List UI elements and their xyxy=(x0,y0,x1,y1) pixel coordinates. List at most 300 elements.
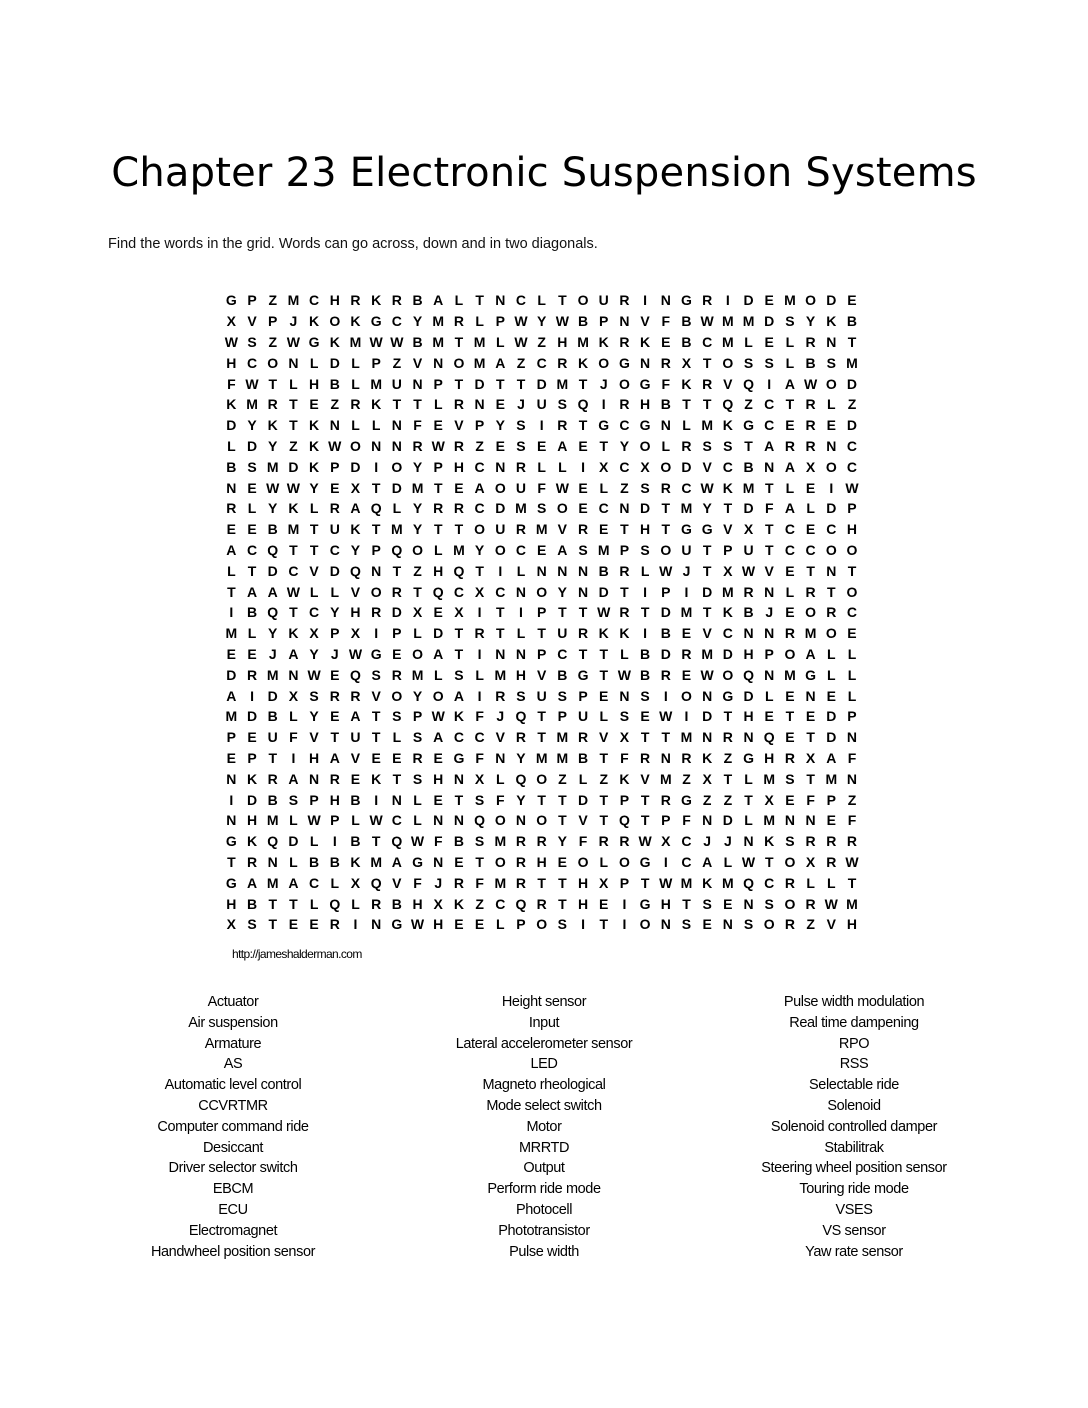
grid-letter: A xyxy=(391,853,402,870)
grid-letter: M xyxy=(701,645,713,662)
grid-letter: B xyxy=(743,458,754,475)
grid-letter: E xyxy=(578,437,588,454)
grid-letter: N xyxy=(764,625,775,642)
grid-letter: S xyxy=(702,895,712,912)
grid-letter: L xyxy=(578,770,588,787)
grid-letter: N xyxy=(805,812,816,829)
grid-letter: M xyxy=(722,583,734,600)
grid-letter: P xyxy=(661,812,671,829)
grid-letter: E xyxy=(247,729,257,746)
grid-letter: T xyxy=(268,375,277,392)
grid-letter: L xyxy=(351,812,360,829)
grid-letter: E xyxy=(454,853,464,870)
grid-letter: S xyxy=(640,541,650,558)
grid-letter: D xyxy=(495,500,506,517)
grid-letter: L xyxy=(516,625,526,642)
grid-letter: D xyxy=(226,666,237,683)
grid-letter: R xyxy=(329,687,340,704)
grid-letter: L xyxy=(433,541,443,558)
grid-row xyxy=(221,831,862,852)
grid-letter: T xyxy=(392,770,402,787)
grid-letter: I xyxy=(684,583,689,600)
grid-letter: R xyxy=(619,333,630,350)
grid-letter: E xyxy=(536,437,547,454)
word-list-item: Stabilitrak xyxy=(824,1139,884,1156)
grid-letter: X xyxy=(764,791,774,808)
grid-letter: T xyxy=(371,833,381,850)
grid-letter: C xyxy=(846,604,858,621)
grid-letter: E xyxy=(805,479,816,496)
grid-letter: K xyxy=(329,333,340,350)
grid-letter: P xyxy=(392,625,402,642)
grid-letter: F xyxy=(433,833,443,850)
grid-letter: U xyxy=(267,729,278,746)
grid-letter: L xyxy=(827,874,836,891)
grid-letter: S xyxy=(474,833,485,850)
grid-letter: C xyxy=(598,500,609,517)
grid-letter: Z xyxy=(702,791,712,808)
grid-letter: P xyxy=(268,313,278,330)
grid-letter: R xyxy=(846,833,858,850)
grid-letter: V xyxy=(309,562,319,579)
grid-letter: T xyxy=(558,812,567,829)
grid-letter: J xyxy=(289,313,298,330)
grid-letter: T xyxy=(392,396,402,413)
grid-letter: R xyxy=(577,729,589,746)
grid-letter: P xyxy=(371,541,381,558)
grid-letter: W xyxy=(638,833,652,850)
word-list-item: Pulse width modulation xyxy=(783,994,925,1010)
grid-letter: L xyxy=(247,625,257,642)
grid-letter: B xyxy=(660,625,671,642)
grid-letter: O xyxy=(846,541,858,558)
grid-letter: W xyxy=(369,333,383,350)
grid-letter: N xyxy=(660,292,671,309)
grid-letter: T xyxy=(847,333,857,350)
grid-letter: I xyxy=(477,687,482,704)
grid-letter: T xyxy=(268,749,277,766)
grid-letter: I xyxy=(684,708,689,725)
grid-letter: T xyxy=(785,396,795,413)
grid-row xyxy=(221,727,862,748)
grid-row xyxy=(221,768,862,789)
grid-letter: V xyxy=(371,687,381,704)
grid-letter: L xyxy=(620,645,629,662)
grid-letter: S xyxy=(392,708,402,725)
grid-letter: T xyxy=(454,521,464,538)
grid-letter: T xyxy=(847,874,857,891)
grid-letter: O xyxy=(825,375,837,392)
grid-letter: E xyxy=(764,292,774,309)
grid-letter: B xyxy=(681,313,692,330)
grid-letter: R xyxy=(226,500,237,517)
grid-letter: R xyxy=(619,292,630,309)
grid-letter: J xyxy=(599,375,608,392)
grid-letter: R xyxy=(495,687,506,704)
grid-letter: P xyxy=(330,625,340,642)
grid-letter: K xyxy=(681,375,692,392)
grid-letter: Q xyxy=(743,666,754,683)
word-list-item: Solenoid controlled damper xyxy=(770,1118,938,1135)
grid-letter: M xyxy=(370,375,382,392)
grid-letter: C xyxy=(557,645,568,662)
grid-letter: S xyxy=(371,666,381,683)
grid-letter: M xyxy=(742,313,755,330)
grid-letter: R xyxy=(805,437,816,454)
grid-letter: T xyxy=(371,708,381,725)
grid-letter: B xyxy=(412,292,423,309)
grid-letter: M xyxy=(494,874,507,891)
grid-letter: C xyxy=(784,541,795,558)
grid-letter: N xyxy=(702,729,713,746)
grid-letter: H xyxy=(350,604,361,621)
grid-letter: R xyxy=(805,417,816,434)
grid-letter: D xyxy=(681,458,692,475)
word-list-item: Pulse width xyxy=(509,1243,579,1260)
word-list-item: VS sensor xyxy=(822,1222,886,1239)
grid-letter: O xyxy=(784,895,796,912)
word-list-item: Selectable ride xyxy=(809,1077,899,1094)
grid-letter: M xyxy=(411,666,424,683)
grid-letter: J xyxy=(268,645,277,662)
grid-letter: V xyxy=(599,729,609,746)
grid-letter: C xyxy=(391,812,402,829)
grid-letter: J xyxy=(682,562,691,579)
grid-letter: B xyxy=(640,645,651,662)
grid-letter: I xyxy=(725,292,730,309)
grid-letter: S xyxy=(516,437,526,454)
grid-letter: O xyxy=(494,853,506,870)
grid-letter: A xyxy=(267,583,278,600)
grid-letter: S xyxy=(454,666,464,683)
grid-letter: W xyxy=(700,313,714,330)
grid-letter: W xyxy=(617,666,632,683)
grid-letter: Q xyxy=(763,729,775,746)
grid-letter: M xyxy=(722,313,734,330)
grid-letter: G xyxy=(743,749,754,766)
grid-letter: D xyxy=(267,562,278,579)
grid-letter: L xyxy=(351,417,360,434)
grid-letter: H xyxy=(577,874,589,891)
word-list-item: Computer command ride xyxy=(157,1118,309,1135)
grid-letter: T xyxy=(289,417,298,434)
grid-letter: N xyxy=(226,770,237,787)
grid-row xyxy=(221,436,862,457)
grid-letter: Y xyxy=(557,583,568,600)
grid-letter: T xyxy=(620,521,629,538)
grid-letter: L xyxy=(723,853,733,870)
grid-letter: H xyxy=(433,916,444,933)
grid-letter: W xyxy=(410,916,425,933)
grid-letter: R xyxy=(350,292,361,309)
grid-letter: E xyxy=(785,417,795,434)
grid-letter: T xyxy=(599,437,608,454)
grid-letter: X xyxy=(350,625,361,642)
grid-letter: F xyxy=(496,791,505,808)
grid-letter: G xyxy=(639,853,651,870)
grid-letter: G xyxy=(743,417,754,434)
grid-letter: E xyxy=(764,333,774,350)
grid-letter: S xyxy=(578,541,588,558)
grid-letter: C xyxy=(805,541,816,558)
grid-letter: U xyxy=(743,541,754,558)
grid-letter: L xyxy=(247,500,257,517)
grid-letter: E xyxy=(805,708,816,725)
grid-letter: R xyxy=(391,583,402,600)
grid-letter: S xyxy=(557,687,568,704)
grid-letter: D xyxy=(267,687,278,704)
grid-letter: H xyxy=(226,354,237,371)
grid-letter: C xyxy=(515,292,527,309)
grid-letter: N xyxy=(309,770,320,787)
grid-letter: U xyxy=(495,521,506,538)
grid-letter: T xyxy=(309,541,319,558)
grid-letter: L xyxy=(475,666,484,683)
grid-letter: L xyxy=(640,562,650,579)
grid-letter: P xyxy=(226,729,237,746)
word-list-item: Perform ride mode xyxy=(487,1181,601,1198)
grid-letter: G xyxy=(618,354,630,371)
grid-letter: B xyxy=(246,895,258,912)
grid-letter: M xyxy=(453,541,465,558)
grid-letter: T xyxy=(744,791,753,808)
grid-letter: L xyxy=(764,687,774,704)
grid-letter: O xyxy=(350,437,361,454)
grid-letter: F xyxy=(227,375,236,392)
grid-letter: P xyxy=(661,583,671,600)
grid-letter: E xyxy=(392,749,402,766)
grid-letter: C xyxy=(619,417,630,434)
grid-letter: W xyxy=(824,895,838,912)
grid-row xyxy=(221,893,862,914)
grid-letter: R xyxy=(433,500,444,517)
grid-letter: M xyxy=(349,333,362,350)
grid-letter: R xyxy=(267,770,278,787)
grid-letter: T xyxy=(640,604,650,621)
grid-letter: E xyxy=(247,479,257,496)
grid-letter: T xyxy=(702,354,712,371)
grid-letter: M xyxy=(225,708,238,725)
grid-letter: K xyxy=(577,354,589,371)
grid-letter: O xyxy=(494,812,506,829)
grid-letter: N xyxy=(453,770,464,787)
grid-letter: N xyxy=(495,458,506,475)
grid-letter: R xyxy=(826,604,837,621)
grid-letter: H xyxy=(536,853,547,870)
grid-letter: B xyxy=(350,833,361,850)
grid-letter: W xyxy=(659,874,673,891)
grid-row xyxy=(221,602,862,623)
grid-letter: I xyxy=(519,604,523,621)
grid-letter: Q xyxy=(474,812,486,829)
grid-letter: S xyxy=(785,313,795,330)
grid-letter: H xyxy=(309,375,320,392)
grid-letter: X xyxy=(309,625,319,642)
grid-letter: W xyxy=(659,708,673,725)
grid-letter: C xyxy=(309,874,320,891)
grid-letter: P xyxy=(433,375,443,392)
grid-letter: Z xyxy=(620,479,629,496)
grid-letter: L xyxy=(413,625,422,642)
grid-letter: E xyxy=(826,687,836,704)
grid-letter: W xyxy=(348,645,363,662)
grid-letter: K xyxy=(350,521,361,538)
grid-letter: B xyxy=(743,604,754,621)
instructions: Find the words in the grid. Words can go across, down and in two diagonals. xyxy=(108,236,598,252)
grid-letter: C xyxy=(309,292,320,309)
grid-letter: O xyxy=(432,687,444,704)
grid-letter: T xyxy=(289,895,298,912)
grid-letter: M xyxy=(722,874,734,891)
grid-letter: H xyxy=(660,895,671,912)
grid-letter: Q xyxy=(267,541,279,558)
grid-letter: N xyxy=(577,562,589,579)
grid-letter: H xyxy=(846,521,858,538)
grid-letter: P xyxy=(433,458,443,475)
grid-letter: N xyxy=(784,812,795,829)
grid-letter: I xyxy=(332,833,337,850)
grid-letter: R xyxy=(702,375,713,392)
grid-letter: K xyxy=(350,853,361,870)
grid-letter: I xyxy=(767,375,772,392)
grid-letter: R xyxy=(784,625,795,642)
grid-letter: P xyxy=(619,791,630,808)
grid-letter: L xyxy=(309,354,319,371)
grid-letter: R xyxy=(784,749,795,766)
source-url: http://jameshalderman.com xyxy=(232,947,362,961)
grid-letter: X xyxy=(454,604,464,621)
grid-letter: N xyxy=(743,625,754,642)
grid-letter: T xyxy=(413,396,422,413)
grid-letter: E xyxy=(454,479,464,496)
grid-letter: L xyxy=(413,791,422,808)
grid-letter: N xyxy=(267,853,278,870)
grid-letter: L xyxy=(785,354,795,371)
grid-letter: M xyxy=(825,770,838,787)
grid-letter: M xyxy=(266,458,279,475)
grid-letter: L xyxy=(454,292,464,309)
grid-letter: H xyxy=(577,895,589,912)
grid-letter: C xyxy=(453,583,464,600)
word-list-item: EBCM xyxy=(212,1181,254,1198)
grid-letter: T xyxy=(764,853,774,870)
grid-letter: Y xyxy=(412,687,423,704)
grid-letter: T xyxy=(640,874,650,891)
grid-letter: E xyxy=(826,417,836,434)
grid-letter: W xyxy=(803,375,818,392)
grid-letter: B xyxy=(681,333,692,350)
grid-row xyxy=(221,914,862,935)
grid-letter: M xyxy=(556,375,569,392)
grid-letter: Z xyxy=(537,333,546,350)
grid-letter: R xyxy=(805,333,816,350)
grid-letter: L xyxy=(682,417,691,434)
grid-letter: Y xyxy=(516,749,526,766)
grid-letter: E xyxy=(557,853,568,870)
grid-letter: O xyxy=(598,354,610,371)
grid-letter: G xyxy=(391,916,403,933)
grid-letter: L xyxy=(744,770,753,787)
grid-letter: L xyxy=(289,812,298,829)
grid-letter: P xyxy=(619,541,630,558)
grid-letter: O xyxy=(639,437,651,454)
grid-letter: D xyxy=(288,833,299,850)
grid-letter: T xyxy=(330,729,340,746)
grid-letter: E xyxy=(247,521,257,538)
grid-letter: Z xyxy=(475,437,484,454)
grid-letter: N xyxy=(515,812,527,829)
grid-letter: O xyxy=(784,645,796,662)
grid-letter: P xyxy=(495,313,505,330)
grid-letter: I xyxy=(250,687,254,704)
grid-letter: N xyxy=(619,687,630,704)
grid-letter: B xyxy=(577,749,589,766)
grid-letter: M xyxy=(287,292,300,309)
grid-letter: O xyxy=(577,853,589,870)
grid-letter: N xyxy=(619,313,630,330)
grid-letter: O xyxy=(805,604,817,621)
grid-letter: Y xyxy=(557,833,568,850)
grid-letter: W xyxy=(700,666,714,683)
grid-letter: R xyxy=(391,292,402,309)
grid-letter: U xyxy=(598,292,609,309)
grid-letter: U xyxy=(329,521,340,538)
grid-letter: Q xyxy=(577,396,589,413)
grid-letter: N xyxy=(433,354,444,371)
grid-row xyxy=(221,498,862,519)
grid-letter: T xyxy=(723,770,733,787)
grid-letter: T xyxy=(764,541,774,558)
grid-letter: K xyxy=(640,333,651,350)
grid-letter: N xyxy=(391,417,402,434)
grid-letter: L xyxy=(496,916,505,933)
grid-letter: W xyxy=(390,333,404,350)
grid-letter: Y xyxy=(412,521,423,538)
grid-letter: M xyxy=(763,770,776,787)
grid-row xyxy=(221,623,862,644)
grid-letter: C xyxy=(702,333,713,350)
grid-letter: C xyxy=(846,458,858,475)
grid-letter: V xyxy=(247,313,257,330)
grid-letter: D xyxy=(743,292,754,309)
grid-letter: D xyxy=(826,292,837,309)
grid-letter: R xyxy=(246,666,258,683)
grid-letter: A xyxy=(495,354,506,371)
grid-letter: R xyxy=(805,583,816,600)
grid-letter: R xyxy=(515,853,527,870)
grid-letter: U xyxy=(536,396,547,413)
grid-row xyxy=(221,519,862,540)
grid-letter: N xyxy=(743,895,754,912)
word-list-item: AS xyxy=(223,1056,243,1073)
grid-letter: R xyxy=(391,666,402,683)
grid-letter: C xyxy=(536,354,547,371)
grid-letter: H xyxy=(640,396,651,413)
grid-letter: N xyxy=(702,687,713,704)
grid-letter: V xyxy=(764,562,774,579)
grid-letter: E xyxy=(309,396,319,413)
grid-letter: T xyxy=(496,625,505,642)
grid-letter: O xyxy=(267,354,279,371)
grid-letter: E xyxy=(350,770,361,787)
word-list-item: Mode select switch xyxy=(486,1097,602,1114)
grid-letter: R xyxy=(536,833,547,850)
grid-letter: R xyxy=(515,458,527,475)
grid-letter: C xyxy=(246,354,258,371)
grid-letter: T xyxy=(309,521,319,538)
grid-letter: G xyxy=(681,791,692,808)
grid-letter: L xyxy=(785,479,795,496)
